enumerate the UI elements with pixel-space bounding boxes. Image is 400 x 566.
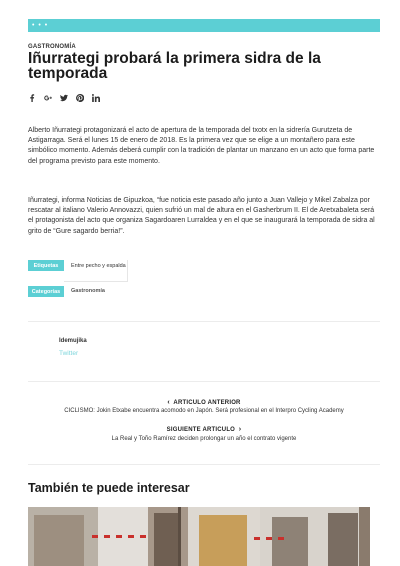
categories-label: Categorías xyxy=(28,286,64,297)
related-image-illustration xyxy=(28,507,370,566)
categories-row xyxy=(28,286,105,297)
next-article-link[interactable] xyxy=(28,426,380,433)
category-link[interactable]: Gastronomía xyxy=(71,288,105,294)
related-article-image[interactable] xyxy=(28,507,370,566)
ellipsis-icon[interactable]: • • • xyxy=(32,22,49,29)
top-navigation-bar xyxy=(28,19,380,32)
tag-link[interactable]: Entre pecho y espalda xyxy=(64,260,128,282)
divider xyxy=(28,381,380,382)
google-plus-icon[interactable] xyxy=(44,93,52,102)
related-section-title: También te puede interesar xyxy=(28,481,190,495)
article-paragraph: Alberto Iñurrategi protagonizará el acto de apertura de la temporada del txotx en la sidrería Gurutzeta de Astigarraga. Será el lunes 15 de enero de 2018. Es la primera vez que se elige a un montañero para este simbólico momento. Además deberá cumplir con la tradición de plantar un manzano en un acto que forma parte del programa previsto para este momento. xyxy=(28,127,375,165)
facebook-icon[interactable] xyxy=(28,93,36,102)
share-bar xyxy=(28,93,100,102)
article-title: Iñurrategi probará la primera sidra de la temporada xyxy=(28,50,321,82)
author-name[interactable]: Idemujika xyxy=(59,338,87,344)
previous-article-title[interactable]: CICLISMO: Jokin Etxabe encuentra acomodo en Japón. Será profesional en el Interpro Cycling Academy xyxy=(64,408,344,414)
chevron-left-icon: ‹ xyxy=(167,399,170,406)
next-article-label: SIGUIENTE ARTICULO xyxy=(166,427,236,433)
previous-article-link[interactable] xyxy=(28,399,380,406)
twitter-icon[interactable] xyxy=(60,93,68,102)
tags-label: Etiquetas xyxy=(28,260,64,271)
article-paragraph: Iñurrategi, informa Noticias de Gipuzkoa, “fue noticia este pasado año junto a Juan Vallejo y Mikel Zabalza por rescatar al italiano Valerio Annovazzi, quien sufrió un mal de altura en el Gasherbrum II. El de Aretxabaleta será el protagonista del acto que organiza Sagardoaren Lurraldea y en el que se inaugurará la temporada de sidra al grito de “Gure sagardo berria!”. xyxy=(28,197,375,235)
divider xyxy=(28,464,380,465)
tags-row xyxy=(28,260,128,282)
chevron-right-icon: › xyxy=(238,426,242,433)
previous-article-label: ARTICULO ANTERIOR xyxy=(173,400,241,406)
divider xyxy=(28,321,380,322)
pinterest-icon[interactable] xyxy=(76,93,84,102)
author-twitter-link[interactable]: Twitter xyxy=(59,350,79,357)
linkedin-icon[interactable] xyxy=(92,93,100,102)
next-article-title[interactable]: La Real y Toño Ramírez deciden prolongar un año el contrato vigente xyxy=(111,436,297,442)
article-category[interactable]: GASTRONOMÍA xyxy=(28,44,76,50)
